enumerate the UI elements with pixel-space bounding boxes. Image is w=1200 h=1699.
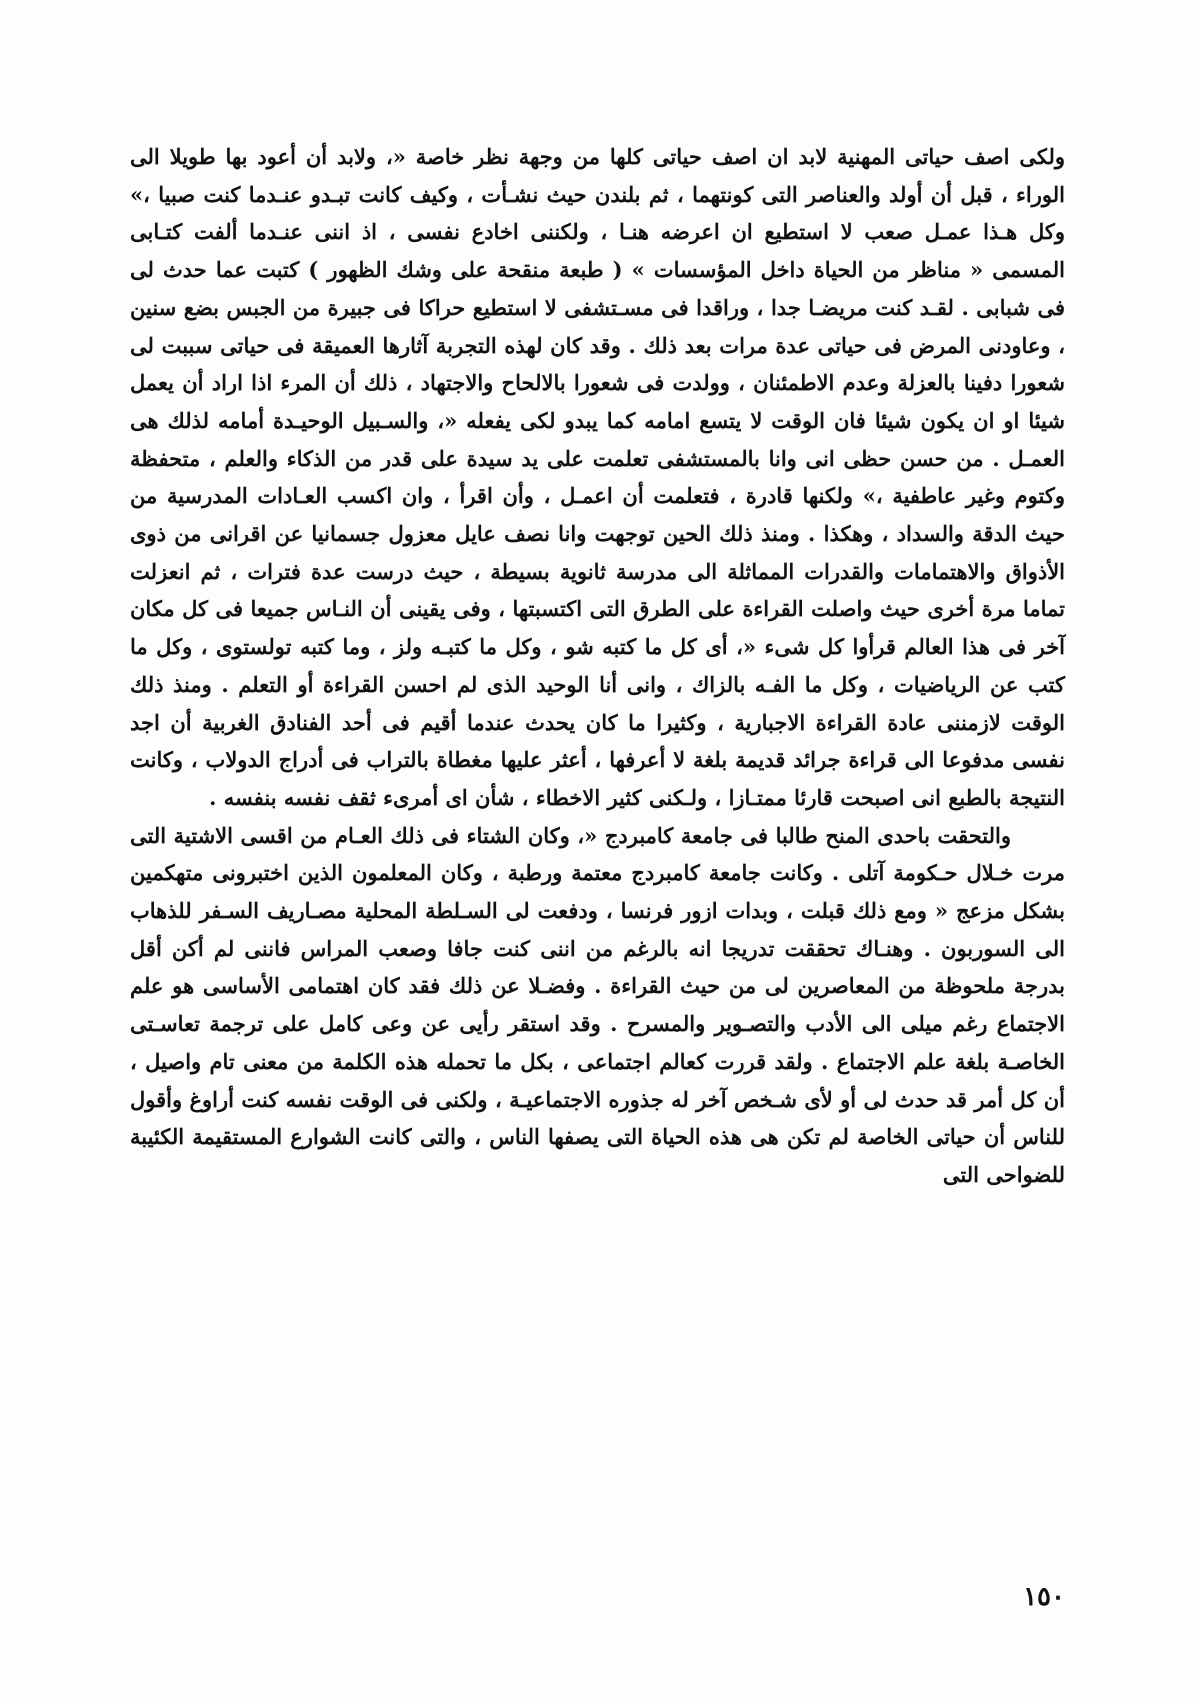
paragraph-1: ولكى اصف حياتى المهنية لابد ان اصف حياتى كلها من وجهة نظر خاصة «، ولابد أن أعود بها طويلا الى الوراء ، قبل أن أولد والعناصر التى كونتهما ، ثم بلندن حيث نشـأت ، وكيف كانت تبـدو عنـدما كنت صبيا ،» وكل هـذا عمـل صعب لا استطيع ان اعرضه هنـا ، ولكننى اخادع نفسى ، اذ اننى عنـدما ألفت كتـابى المسمى « مناظر من الحياة داخل المؤسسات » ( طبعة منقحة على وشك الظهور ) كتبت عما حدث لى فى شبابى . لقـد كنت مريضـا جدا ، وراقدا فى مسـتشفى لا استطيع حراكا فى جبيرة من الجبس بضع سنين ، وعاودنى المرض فى حياتى عدة مرات بعد ذلك . وقد كان لهذه التجربة آثارها العميقة فى حياتى سببت لى شعورا دفينا بالعزلة وعدم الاطمئنان ، وولدت فى شعورا بالالحاح والاجتهاد ، ذلك أن المرء اذا اراد أن يعمل شيئا او ان يكون شيئا فان الوقت لا يتسع امامه كما يبدو لكى يفعله «، والسـبيل الوحيـدة أمامه لذلك هى العمـل . من حسن حظى انى وانا بالمستشفى تعلمت على يد سيدة على قدر من الذكاء والعلم ، متحفظة وكتوم وغير عاطفية ،» ولكنها قادرة ، فتعلمت أن اعمـل ، وأن اقرأ ، وان اكسب العـادات المدرسية من حيث الدقة والسداد ، وهكذا . ومنذ ذلك الحين توجهت وانا نصف عايل معزول جسمانيا عن اقرانى من ذوى الأذواق والاهتمامات والقدرات المماثلة الى مدرسة ثانوية بسيطة ، حيث درست عدة فترات ، ثم انعزلت تماما مرة أخرى حيث واصلت القراءة على الطرق التى اكتسبتها ، وفى يقينى أن النـاس جميعا فى كل مكان آخر فى هذا العالم قرأوا كل شىء «، أى كل ما كتبه شو ، وكل ما كتبـه ولز ، وما كتبه تولستوى ، وكل ما كتب عن الرياضيات ، وكل ما الفـه بالزاك ، وانى أنا الوحيد الذى لم احسن القراءة أو التعلم . ومنذ ذلك الوقت لازمننى عادة القراءة الاجبارية ، وكثيرا ما كان يحدث عندما أقيم فى أحد الفنادق الغربية أن اجد نفسى مدفوعا الى قراءة جرائد قديمة بلغة لا أعرفها ، أعثر عليها مغطاة بالتراب فى أدراج الدولاب ، وكانت النتيجة بالطبع انى اصبحت قارئا ممتـازا ، ولـكنى كثير الاخطاء ، شأن اى أمرىء ثقف نفسه بنفسه . bbox=[130, 144, 1065, 810]
page-number: ١٥٠ bbox=[1023, 1582, 1065, 1612]
paragraph-2: والتحقت باحدى المنح طالبا فى جامعة كامبردج «، وكان الشتاء فى ذلك العـام من اقسى الاشتية التى مرت خـلال حـكومة آتلى . وكانت جامعة كامبردج معتمة ورطبة ، وكان المعلمون الذين اختبرونى متهكمين بشكل مزعج « ومع ذلك قبلت ، وبدات ازور فرنسا ، ودفعت لى السـلطة المحلية مصـاريف السـفر للذهاب الى السوربون . وهنـاك تحققت تدريجا انه بالرغم من اننى كنت جافا وصعب المراس فاننى لم أكن أقل بدرجة ملحوظة من المعاصرين لى من حيث القراءة . وفضـلا عن ذلك فقد كان اهتمامى الأساسى هو علم الاجتماع رغم ميلى الى الأدب والتصـوير والمسرح . وقد استقر رأيى عن وعى كامل على ترجمة تعاسـتى الخاصـة بلغة علم الاجتماع . ولقد قررت كعالم اجتماعى ، بكل ما تحمله هذه الكلمة من معنى تام واصيل ، أن كل أمر قد حدث لى أو لأى شـخص آخر له جذوره الاجتماعيـة ، ولكنى فى الوقت نفسه كنت أراوغ وأقول للناس أن حياتى الخاصة لم تكن هى هذه الحياة التى يصفها الناس ، والتى كانت الشوارع المستقيمة الكئيبة للضواحى التى bbox=[130, 822, 1065, 1187]
body-text bbox=[130, 138, 1065, 1194]
